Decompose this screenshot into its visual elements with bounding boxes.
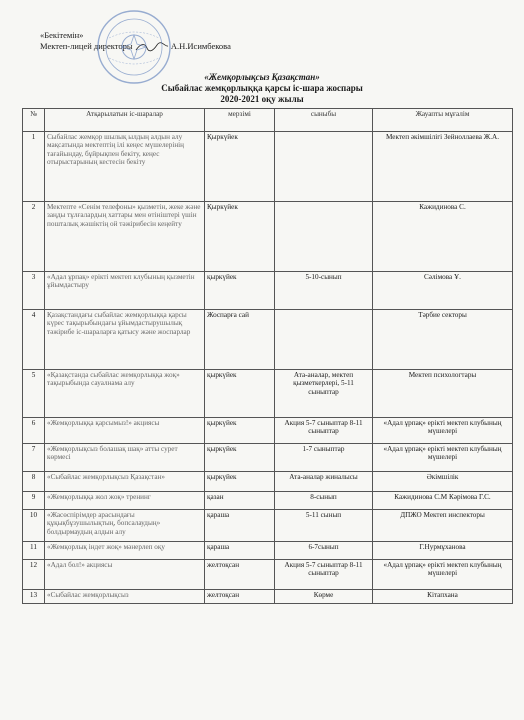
row-participants: Акция 5-7 сыныптар 8-11 сыныптар: [275, 418, 373, 444]
row-responsible: Кажидинова С.: [373, 202, 513, 272]
heading-year: 2020-2021 оқу жылы: [220, 94, 304, 104]
row-event: «Жемқорлық індет жоқ» мәнерлеп оқу: [45, 542, 205, 560]
row-participants: [275, 132, 373, 202]
row-number: 1: [23, 132, 45, 202]
row-term: қазан: [205, 492, 275, 510]
col-header-participants: сыныбы: [275, 109, 373, 132]
row-responsible: ДПЖО Мектеп инспекторы: [373, 510, 513, 542]
col-header-event: Атқарылатын іс-шаралар: [45, 109, 205, 132]
row-event: «Сыбайлас жемқорлықсыз Қазақстан»: [45, 472, 205, 492]
row-responsible: «Адал ұрпақ» ерікті мектеп клубының мүшелері: [373, 560, 513, 590]
row-participants: Ата-аналар жиналысы: [275, 472, 373, 492]
row-participants: 6-7сынып: [275, 542, 373, 560]
table-row: [23, 472, 513, 492]
table-row: [23, 492, 513, 510]
row-participants: Акция 5-7 сыныптар 8-11 сыныптар: [275, 560, 373, 590]
row-event: Мектепте «Сенім телефоны» қызметін, жеке және заңды тұлғалардың хаттары мен өтініштері үшін пошталық жәшіктің ой тәжірибесін кеңейту: [45, 202, 205, 272]
row-responsible: Әкімшілік: [373, 472, 513, 492]
row-number: 8: [23, 472, 45, 492]
table-row: [23, 444, 513, 472]
row-responsible: Тәрбие секторы: [373, 310, 513, 370]
row-event: «Адал ұрпақ» еріктi мектеп клубының қызметін ұйымдастыру: [45, 272, 205, 310]
row-number: 10: [23, 510, 45, 542]
table-row: [23, 370, 513, 418]
row-responsible: Кажидинова С.М Кәрімова Г.С.: [373, 492, 513, 510]
row-responsible: Мектеп психологтары: [373, 370, 513, 418]
plan-table: [22, 108, 513, 604]
row-event: «Жемқорлықсыз болашақ шақ» атты сурет көрмесі: [45, 444, 205, 472]
row-term: желтоқсан: [205, 590, 275, 604]
row-term: қыркүйек: [205, 272, 275, 310]
row-responsible: Г.Нурмұханова: [373, 542, 513, 560]
row-participants: 8-сынып: [275, 492, 373, 510]
row-number: 7: [23, 444, 45, 472]
row-event: «Қазақстанда сыбайлас жемқорлыққа жоқ» тақырыбында сауалнама алу: [45, 370, 205, 418]
table-row: [23, 510, 513, 542]
row-event: «Жасөспірімдер арасындағы құқықбұзушылықтың, бопсалаудың» болдырмаудың алдын алу: [45, 510, 205, 542]
table-row: [23, 310, 513, 370]
table-row: [23, 272, 513, 310]
row-term: Жоспарға сай: [205, 310, 275, 370]
row-number: 5: [23, 370, 45, 418]
heading-subtitle: Сыбайлас жемқорлыққа қарсы іс-шара жоспары: [161, 83, 363, 93]
row-responsible: Мектеп әкімшілігі Зейноллаева Ж.А.: [373, 132, 513, 202]
row-number: 4: [23, 310, 45, 370]
table-row: [23, 132, 513, 202]
row-event: «Жемқорлыққа қарсымыз!» акциясы: [45, 418, 205, 444]
row-participants: 1-7 сыныптар: [275, 444, 373, 472]
row-participants: Ата-аналар, мектеп қызметкерлері, 5-11 сыныптар: [275, 370, 373, 418]
heading-title: «Жемқорлықсыз Қазақстан»: [204, 72, 320, 82]
row-participants: 5-10-сынып: [275, 272, 373, 310]
row-term: қыркүйек: [205, 472, 275, 492]
col-header-term: мерзімі: [205, 109, 275, 132]
director-name: А.Н.Исимбекова: [170, 40, 231, 51]
table-row: [23, 590, 513, 604]
row-number: 12: [23, 560, 45, 590]
approval-word: «Бекітемін»: [40, 30, 84, 40]
row-event: «Жемқорлыққа жол жоқ» тренинг: [45, 492, 205, 510]
row-number: 9: [23, 492, 45, 510]
document-heading: [0, 72, 524, 105]
row-participants: 5-11 сынып: [275, 510, 373, 542]
row-event: Қазақстандағы сыбайлас жемқорлыққа қарсы күрес тақырыбындағы ұйымдастырушылық тәжірибе іс-шараларға қатысу және жоспарлар: [45, 310, 205, 370]
row-responsible: «Адал ұрпақ» ерікті мектеп клубының мүшелері: [373, 444, 513, 472]
row-term: Қыркүйек: [205, 132, 275, 202]
row-term: желтоқсан: [205, 560, 275, 590]
row-term: қыркүйек: [205, 444, 275, 472]
row-term: Қыркүйек: [205, 202, 275, 272]
row-event: «Сыбайлас жемқорлықсыз: [45, 590, 205, 604]
row-responsible: «Адал ұрпақ» ерікті мектеп клубының мүшелері: [373, 418, 513, 444]
col-header-num: №: [23, 109, 45, 132]
row-term: қараша: [205, 542, 275, 560]
row-responsible: Кітапхана: [373, 590, 513, 604]
row-participants: [275, 310, 373, 370]
row-term: қыркүйек: [205, 418, 275, 444]
row-number: 6: [23, 418, 45, 444]
row-number: 13: [23, 590, 45, 604]
director-role: Мектеп-лицей директоры: [40, 40, 133, 51]
row-responsible: Сәлімова Ұ.: [373, 272, 513, 310]
row-number: 3: [23, 272, 45, 310]
table-row: [23, 560, 513, 590]
row-term: қыркүйек: [205, 370, 275, 418]
table-header-row: [23, 109, 513, 132]
row-number: 2: [23, 202, 45, 272]
row-event: Сыбайлас жемқор шылық ылдың алдын алу мақсатында мектептің ілі кеңес мүшелерінің тағайындау, бұйрықпен бекіту, кеңес отырыстарының кестесін бекіту: [45, 132, 205, 202]
table-row: [23, 542, 513, 560]
table-row: [23, 202, 513, 272]
col-header-responsible: Жауапты мұғалім: [373, 109, 513, 132]
row-participants: [275, 202, 373, 272]
row-number: 11: [23, 542, 45, 560]
row-participants: Көрме: [275, 590, 373, 604]
row-term: қараша: [205, 510, 275, 542]
row-event: «Адал бол!» акциясы: [45, 560, 205, 590]
table-row: [23, 418, 513, 444]
